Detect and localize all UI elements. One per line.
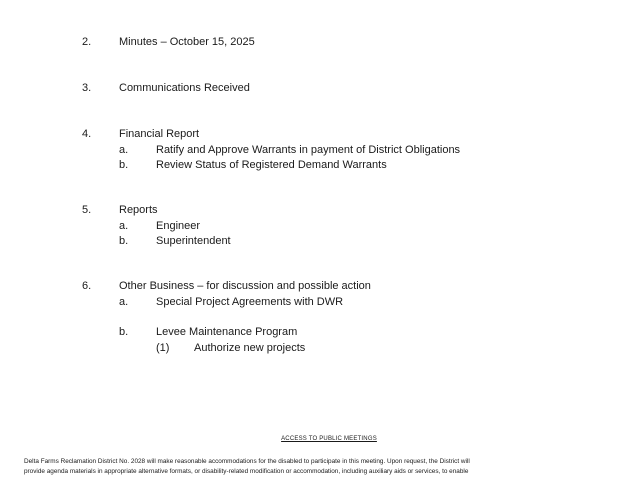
subitem-text: Review Status of Registered Demand Warrants <box>156 159 387 171</box>
subitem-letter: b. <box>119 235 129 247</box>
subitem-letter: a. <box>119 296 129 308</box>
subitem-text: Engineer <box>156 220 201 232</box>
item-number: 4. <box>82 128 92 140</box>
subsubitem-number: (1) <box>156 342 170 354</box>
item-number: 6. <box>82 280 92 292</box>
subitem-letter: b. <box>119 159 129 171</box>
footer-heading: ACCESS TO PUBLIC MEETINGS <box>281 436 377 442</box>
item-title: Reports <box>119 204 158 216</box>
item-title: Financial Report <box>119 128 200 140</box>
item-number: 2. <box>82 36 92 48</box>
item-number: 5. <box>82 204 92 216</box>
subitem-text: Levee Maintenance Program <box>156 326 298 338</box>
subitem-letter: a. <box>119 144 129 156</box>
item-number: 3. <box>82 82 92 94</box>
subitem-letter: a. <box>119 220 129 232</box>
subitem-text: Superintendent <box>156 235 231 247</box>
item-title: Other Business – for discussion and possible action <box>119 280 371 292</box>
subitem-text: Ratify and Approve Warrants in payment of District Obligations <box>156 144 461 156</box>
footer-line: Delta Farms Reclamation District No. 2028 will make reasonable accommodations for the disabled to participate in this meeting. Upon request, the District will <box>24 458 470 465</box>
item-title: Communications Received <box>119 82 250 94</box>
item-title: Minutes – October 15, 2025 <box>119 36 255 48</box>
subitem-text: Special Project Agreements with DWR <box>156 296 344 308</box>
subsubitem-text: Authorize new projects <box>194 342 306 354</box>
subitem-letter: b. <box>119 326 129 338</box>
footer-notice <box>24 457 624 477</box>
footer-line: provide agenda materials in appropriate alternative formats, or disability-related modification or accommodation, including auxiliary aids or services, to enable <box>24 468 469 475</box>
